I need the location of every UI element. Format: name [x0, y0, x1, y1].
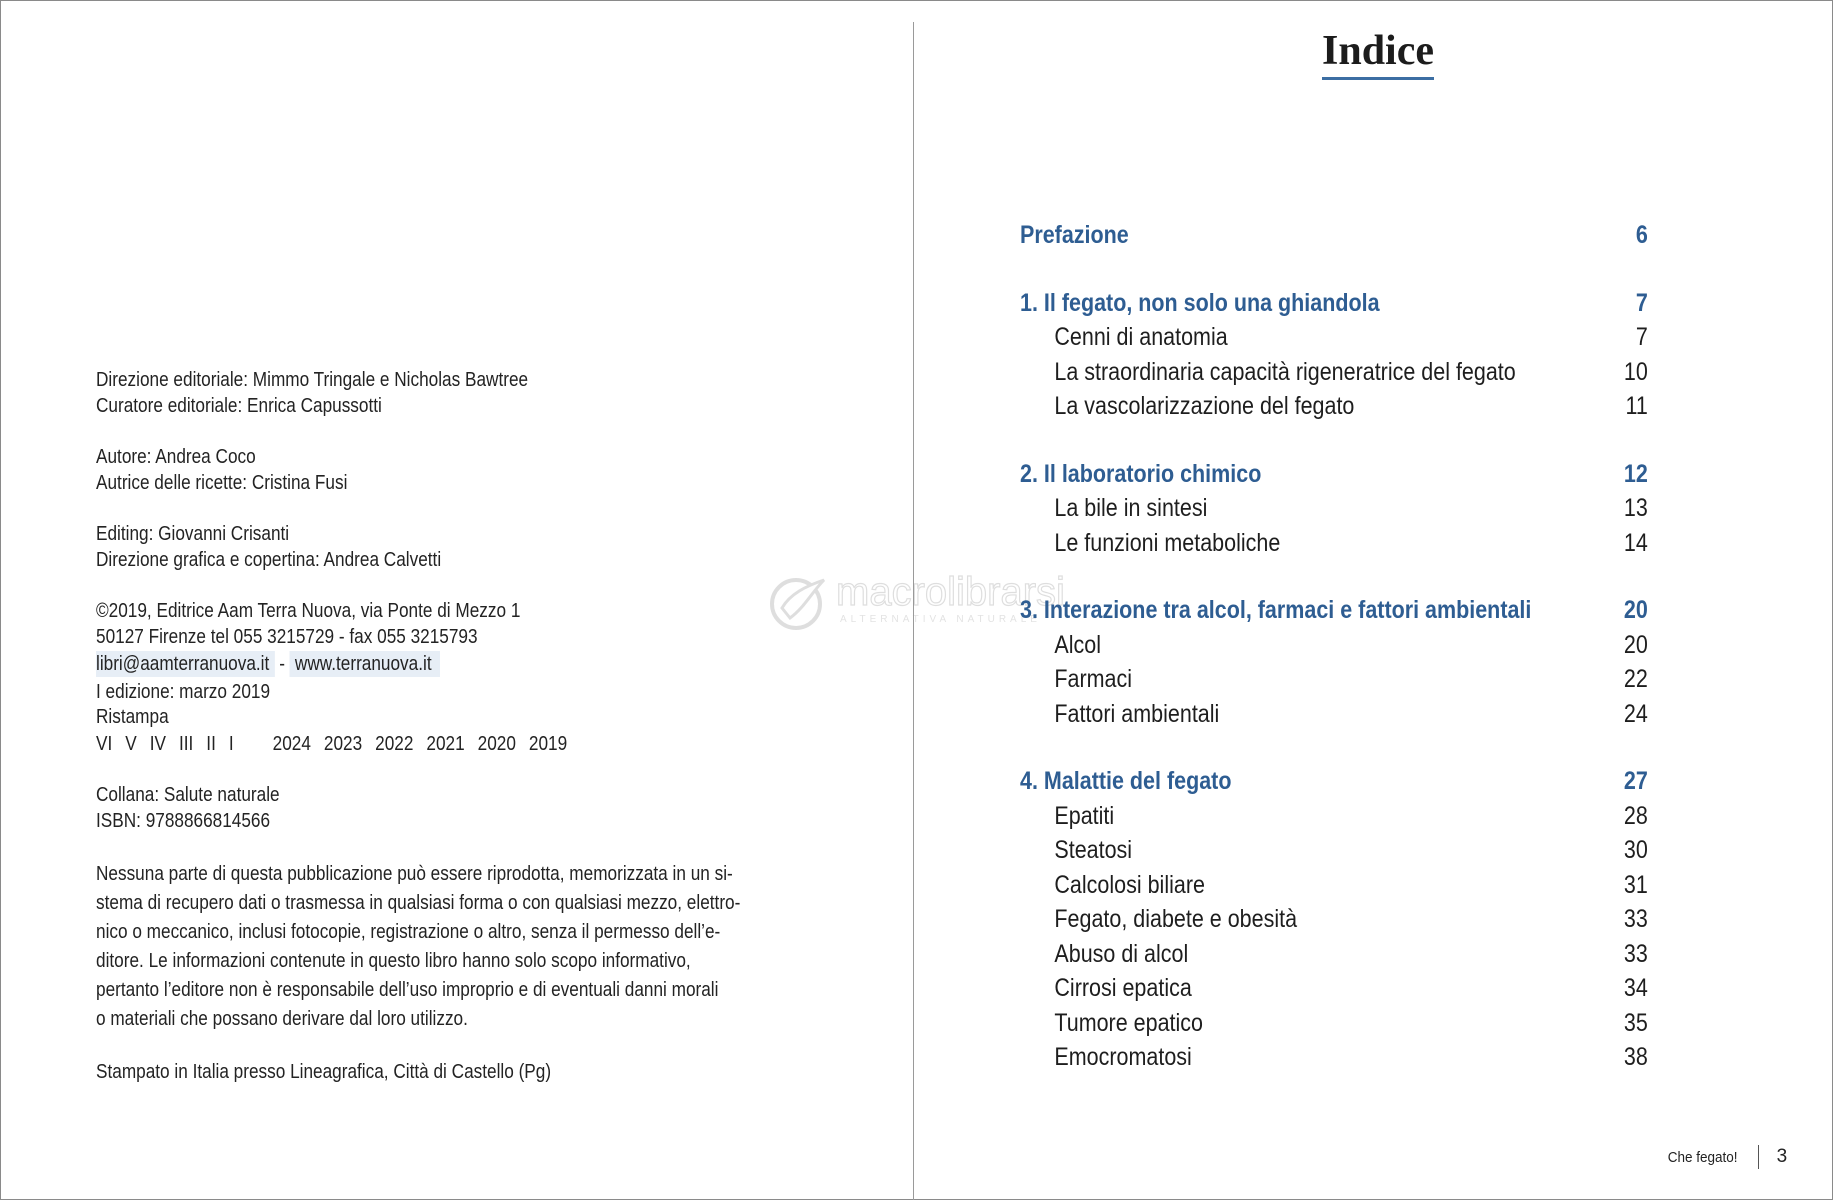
toc-chapter-row[interactable]: [1020, 286, 1648, 321]
credit-line: Curatore editoriale: Enrica Capussotti: [96, 394, 382, 417]
toc-spacer: [1020, 731, 1648, 764]
toc-spacer: [1020, 253, 1648, 286]
toc-entry-title: Tumore epatico: [1054, 1008, 1203, 1037]
toc-chapter-page: 20: [1623, 596, 1648, 624]
toc-entry-page: 22: [1623, 665, 1648, 693]
legal-notice: [96, 860, 741, 1034]
series-name: Collana: Salute naturale: [96, 784, 280, 806]
toc-entry-page: 33: [1623, 939, 1648, 968]
credit-line: Autore: Andrea Coco: [96, 446, 256, 468]
legal-line: ditore. Le informazioni contenute in questo libro hanno solo scopo informativo,: [96, 950, 691, 972]
toc-spacer: [1020, 560, 1648, 593]
toc-entry-page: 38: [1623, 1043, 1648, 1071]
page-footer: [1660, 1144, 1787, 1170]
colophon: [96, 368, 741, 1112]
running-title: Che fegato!: [1667, 1148, 1738, 1166]
legal-line: pertanto l’editore non è responsabile dell’uso improprio e di eventuali danni morali: [96, 979, 719, 1001]
toc-entry-page: 31: [1623, 870, 1648, 899]
toc-entry-row[interactable]: [1020, 491, 1648, 526]
toc-entry-page: 20: [1623, 630, 1648, 659]
legal-line: nico o meccanico, inclusi fotocopie, registrazione o altro, senza il permesso dell’e-: [96, 921, 721, 943]
toc-chapter-title: 1. Il fegato, non solo una ghiandola: [1020, 288, 1380, 317]
ristampa-row: VI V IV III II I 2024 2023 2022 2021 2020 2019: [96, 732, 568, 755]
website-link[interactable]: www.terranuova.it: [290, 651, 440, 677]
edition-info: I edizione: marzo 2019: [96, 680, 271, 703]
toc-entry-row[interactable]: [1020, 526, 1648, 561]
legal-line: stema di recupero dati o trasmessa in qualsiasi forma o con qualsiasi mezzo, elettro-: [96, 892, 741, 914]
credit-line: Direzione editoriale: Mimmo Tringale e Nicholas Bawtree: [96, 369, 529, 391]
index-title: Indice: [1322, 26, 1434, 80]
toc-chapter-page: 12: [1623, 459, 1648, 488]
toc-entry-row[interactable]: [1020, 937, 1648, 972]
toc-entry-row[interactable]: [1020, 389, 1648, 424]
page-number: 3: [1776, 1146, 1788, 1167]
toc-chapter-row[interactable]: [1020, 457, 1648, 492]
toc-entry-title: Steatosi: [1054, 836, 1133, 864]
printed-by: Stampato in Italia presso Lineagrafica, Città di Castello (Pg): [96, 1061, 552, 1083]
toc-entry-page: 13: [1623, 494, 1648, 522]
credit-line: Direzione grafica e copertina: Andrea Calvetti: [96, 548, 442, 571]
toc-entry-row[interactable]: [1020, 868, 1648, 903]
toc-entry-page: 33: [1623, 905, 1648, 933]
ristampa-label: Ristampa: [96, 706, 169, 728]
book-gutter-divider: [913, 22, 914, 1200]
toc-entry-row[interactable]: [1020, 662, 1648, 697]
toc-entry-row[interactable]: [1020, 1040, 1648, 1075]
toc-entry-title: Fegato, diabete e obesità: [1054, 905, 1298, 933]
legal-line: Nessuna parte di questa pubblicazione può essere riprodotta, memorizzata in un si-: [96, 863, 733, 885]
toc-entry-title: La vascolarizzazione del fegato: [1054, 392, 1355, 420]
toc-entry-page: 24: [1623, 699, 1648, 728]
toc-entry-title: Le funzioni metaboliche: [1054, 528, 1281, 557]
toc-entry-page: 35: [1623, 1008, 1648, 1037]
toc-chapter-page: 6: [1635, 221, 1648, 249]
toc-chapter-title: 4. Malattie del fegato: [1020, 767, 1232, 795]
toc-entry-row[interactable]: [1020, 355, 1648, 390]
toc-entry-title: La straordinaria capacità rigeneratrice del fegato: [1054, 357, 1516, 386]
toc-chapter-title: Prefazione: [1020, 221, 1129, 249]
publisher-address: ©2019, Editrice Aam Terra Nuova, via Ponte di Mezzo 1: [96, 600, 521, 622]
toc-entry-title: Cenni di anatomia: [1054, 323, 1228, 351]
toc-entry-title: Calcolosi biliare: [1054, 870, 1205, 899]
legal-line: o materiali che possano derivare dal loro utilizzo.: [96, 1008, 468, 1030]
toc-entry-title: Epatiti: [1054, 801, 1115, 830]
toc-entry-row[interactable]: [1020, 320, 1648, 355]
credit-line: Autrice delle ricette: Cristina Fusi: [96, 471, 348, 494]
toc-chapter-row[interactable]: [1020, 593, 1648, 628]
toc-entry-page: 7: [1635, 323, 1648, 351]
toc-chapter-page: 27: [1623, 767, 1648, 795]
toc-chapter-title: 2. Il laboratorio chimico: [1020, 459, 1262, 488]
toc-entry-page: 30: [1623, 836, 1648, 864]
toc-entry-title: La bile in sintesi: [1054, 494, 1208, 522]
toc-entry-title: Abuso di alcol: [1054, 939, 1189, 968]
table-of-contents: [1020, 218, 1648, 1075]
credits-block-2: [96, 445, 707, 496]
toc-entry-page: 11: [1625, 392, 1648, 420]
email-link[interactable]: libri@aamterranuova.it: [96, 651, 274, 677]
printer-block: [96, 1060, 707, 1086]
toc-entry-title: Fattori ambientali: [1054, 699, 1220, 728]
toc-chapter-row[interactable]: [1020, 764, 1648, 799]
toc-entry-title: Cirrosi epatica: [1054, 974, 1192, 1002]
toc-entry-row[interactable]: [1020, 971, 1648, 1006]
toc-entry-row[interactable]: [1020, 1006, 1648, 1041]
toc-entry-row[interactable]: [1020, 697, 1648, 732]
toc-entry-title: Farmaci: [1054, 665, 1133, 693]
toc-entry-page: 34: [1623, 974, 1648, 1002]
toc-entry-row[interactable]: [1020, 833, 1648, 868]
publisher-block: [96, 599, 707, 757]
publisher-contacts: 50127 Firenze tel 055 3215729 - fax 055 3215793: [96, 625, 478, 648]
toc-chapter-page: 7: [1635, 288, 1648, 317]
link-separator: -: [274, 653, 290, 675]
toc-entry-page: 14: [1623, 528, 1648, 557]
isbn: ISBN: 9788866814566: [96, 809, 271, 832]
credit-line: Editing: Giovanni Crisanti: [96, 523, 290, 545]
credits-block-3: [96, 522, 707, 573]
series-block: [96, 783, 707, 834]
publisher-links: [96, 652, 707, 678]
watermark-tagline: ALTERNATIVA NATURALE: [840, 614, 1041, 625]
toc-entry-row[interactable]: [1020, 799, 1648, 834]
toc-entry-title: Emocromatosi: [1054, 1043, 1192, 1071]
toc-entry-row[interactable]: [1020, 902, 1648, 937]
toc-spacer: [1020, 424, 1648, 457]
watermark-brand: macrolibrarsi: [836, 570, 1065, 614]
toc-entry-page: 10: [1623, 357, 1648, 386]
footer-divider: [1758, 1145, 1759, 1169]
credits-block-1: [96, 368, 707, 419]
toc-chapter-row[interactable]: [1020, 218, 1648, 253]
toc-chapter-title: 3. Interazione tra alcol, farmaci e fattori ambientali: [1020, 596, 1532, 624]
toc-entry-title: Alcol: [1054, 630, 1102, 659]
toc-entry-row[interactable]: [1020, 628, 1648, 663]
toc-entry-page: 28: [1623, 801, 1648, 830]
